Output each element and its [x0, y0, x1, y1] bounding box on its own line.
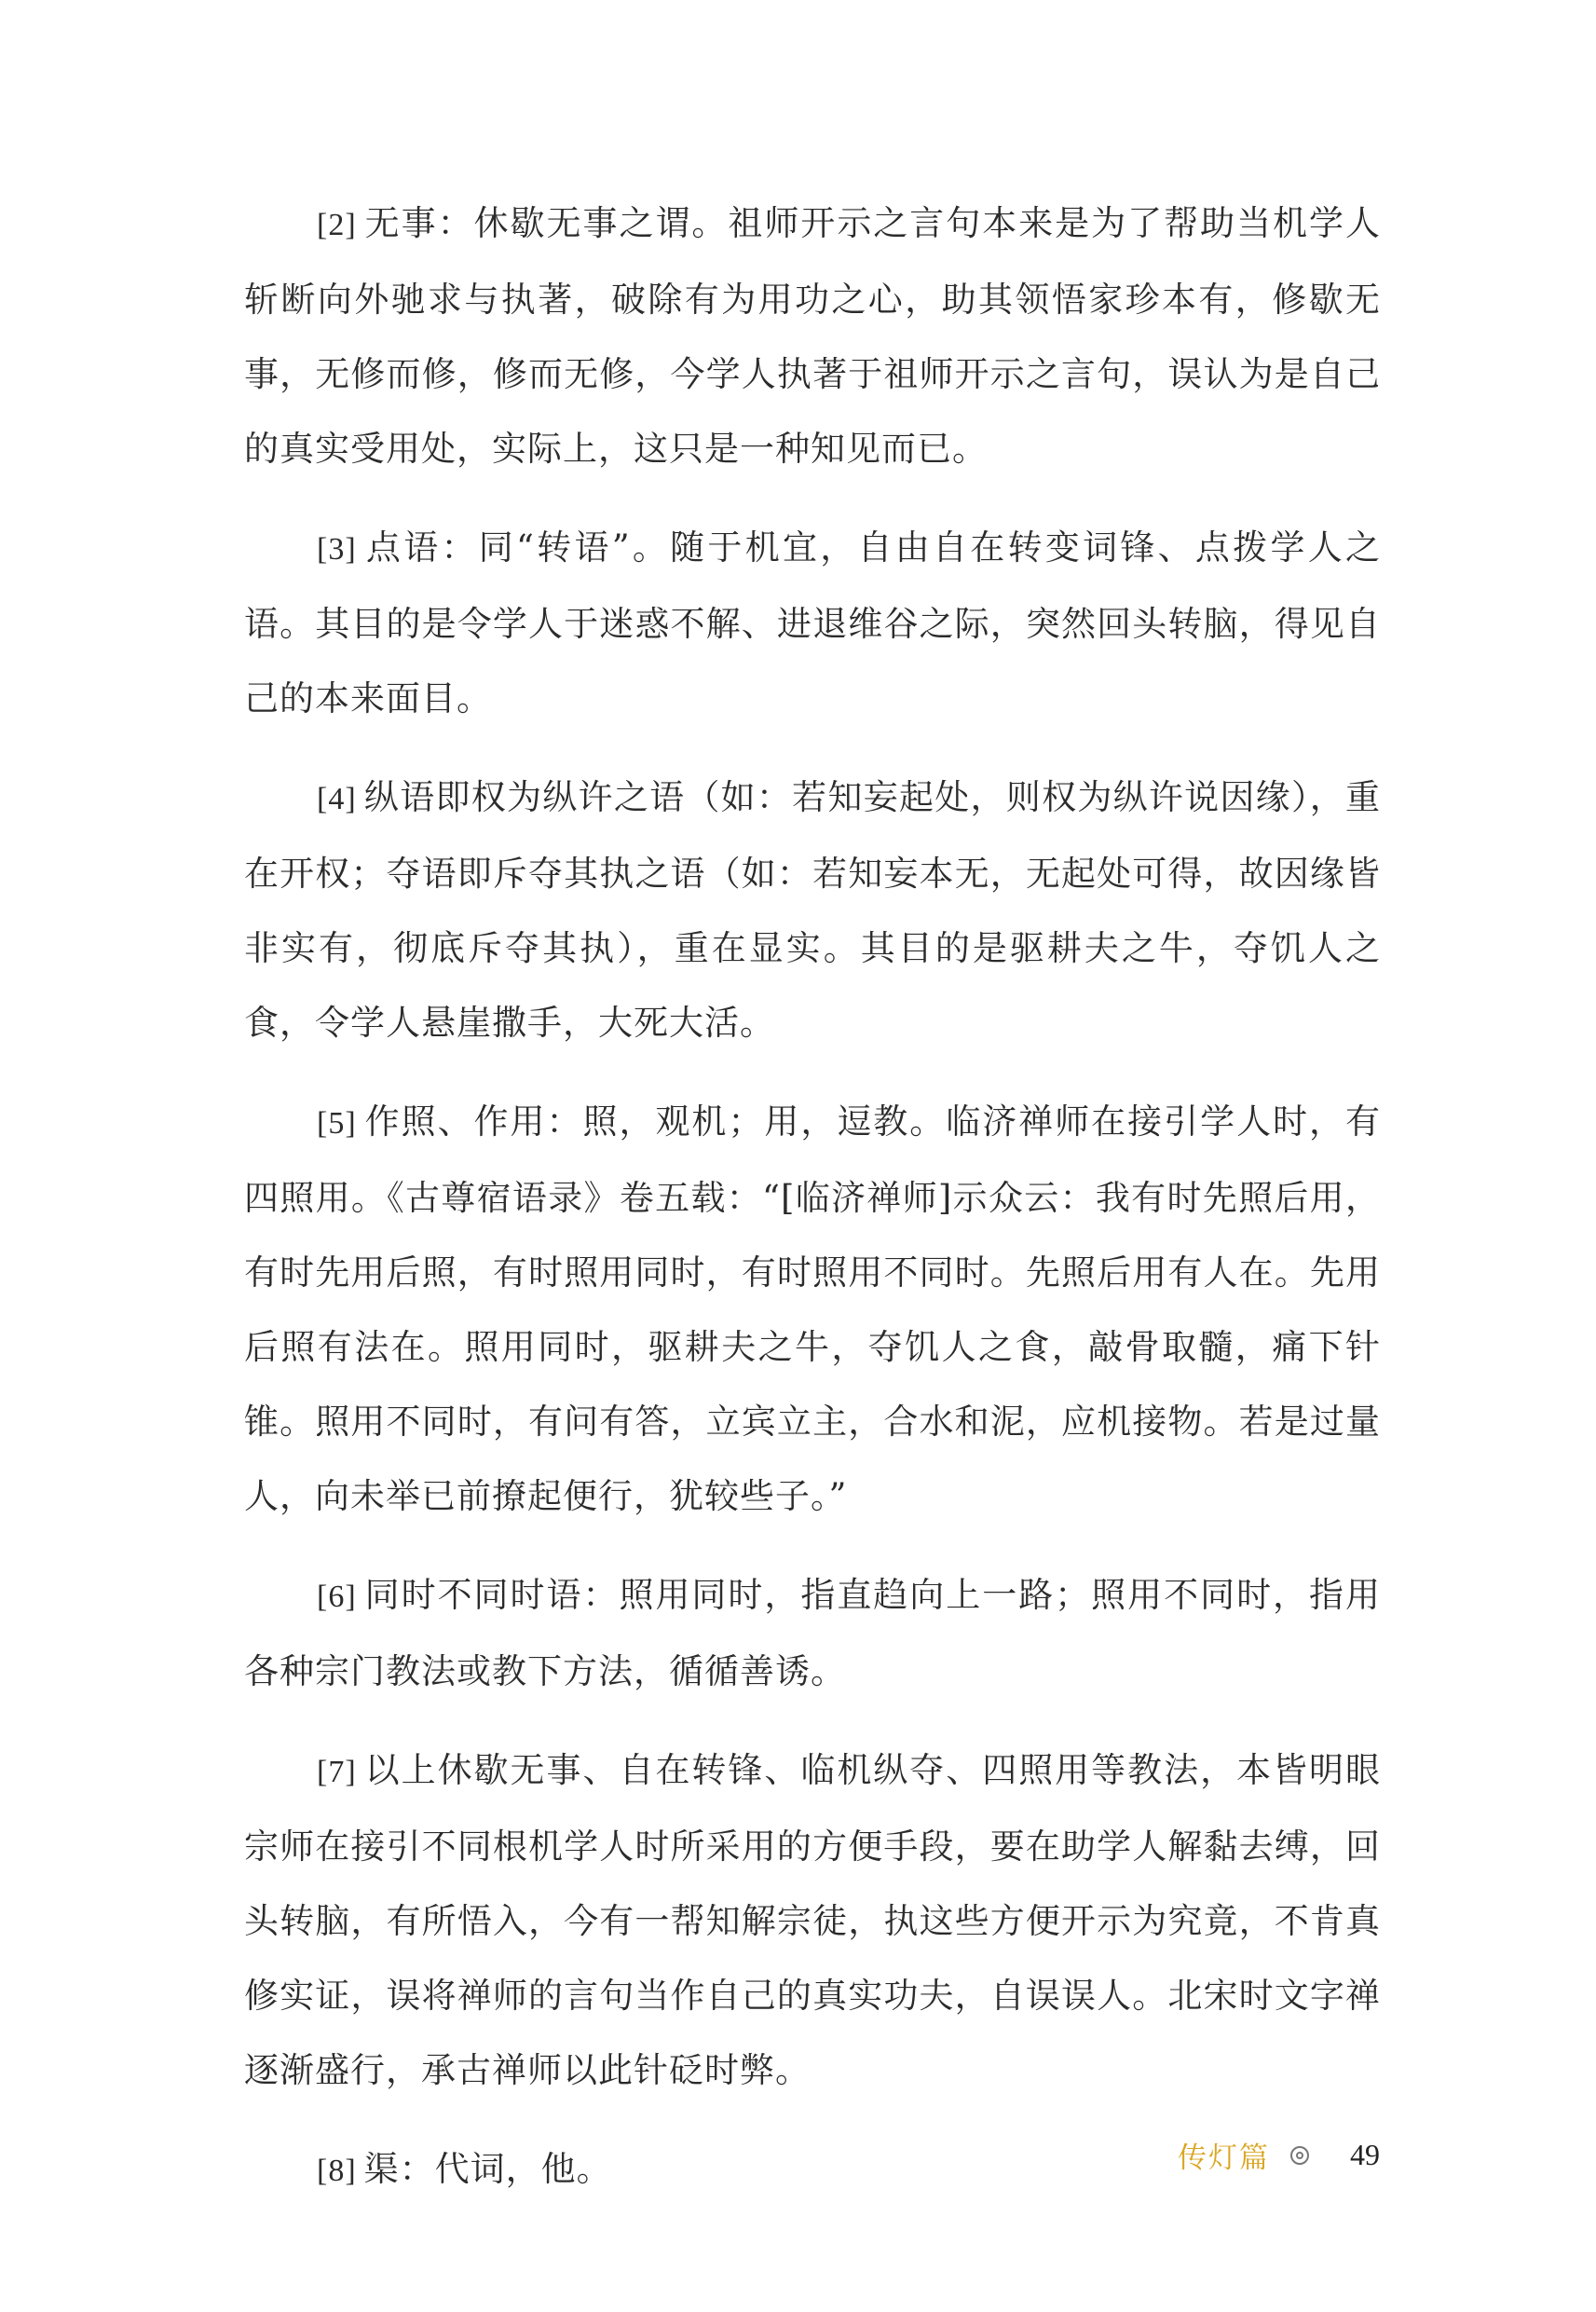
- note-number: [8]: [317, 2154, 357, 2188]
- note-number: [3]: [317, 532, 357, 567]
- page-number: 49: [1350, 2138, 1380, 2171]
- notes-section: [244, 186, 1381, 2233]
- note-text: 点语：同“转语”。随于机宜，自由自在转变词锋、点拨学人之语。其目的是令学人于迷惑不解、进退维谷之际，突然回头转脑，得见自己的本来面目。: [244, 527, 1381, 718]
- page-footer: [1178, 2134, 1380, 2176]
- note-3: [244, 511, 1381, 736]
- note-2: [244, 186, 1381, 486]
- note-4: [244, 760, 1381, 1060]
- note-number: [4]: [317, 782, 357, 816]
- note-number: [2]: [317, 208, 357, 242]
- note-number: [7]: [317, 1755, 357, 1789]
- note-6: [244, 1558, 1381, 1709]
- section-title: 传灯篇: [1178, 2141, 1270, 2175]
- note-7: [244, 1733, 1381, 2108]
- note-text: 渠：代词，他。: [363, 2149, 612, 2189]
- note-text: 纵语即权为纵许之语（如：若知妄起处，则权为纵许说因缘），重在开权；夺语即斥夺其执之语（如：若知妄本无，无起处可得，故因缘皆非实有，彻底斥夺其执），重在显实。其目的是驱耕夫之牛，夺饥人之食，令学人悬崖撒手，大死大活。: [244, 777, 1381, 1043]
- double-circle-icon: [1290, 2146, 1309, 2165]
- note-number: [6]: [317, 1580, 357, 1614]
- note-text: 无事：休歇无事之谓。祖师开示之言句本来是为了帮助当机学人斩断向外驰求与执著，破除有为用功之心，助其领悟家珍本有，修歇无事，无修而修，修而无修，今学人执著于祖师开示之言句，误认为是自己的真实受用处，实际上，这只是一种知见而已。: [244, 203, 1381, 469]
- note-text: 以上休歇无事、自在转锋、临机纵夺、四照用等教法，本皆明眼宗师在接引不同根机学人时所采用的方便手段，要在助学人解黏去缚，回头转脑，有所悟入，今有一帮知解宗徒，执这些方便开示为究竟，不肯真修实证，误将禅师的言句当作自己的真实功夫，自误误人。北宋时文字禅逐渐盛行，承古禅师以此针砭时弊。: [244, 1750, 1381, 2090]
- note-number: [5]: [317, 1106, 357, 1141]
- note-5: [244, 1085, 1381, 1534]
- note-text: 同时不同时语：照用同时，指直趋向上一路；照用不同时，指用各种宗门教法或教下方法，循循善诱。: [244, 1575, 1381, 1691]
- note-text: 作照、作用：照，观机；用，逗教。临济禅师在接引学人时，有四照用。《古尊宿语录》卷五载：“[临济禅师]示众云：我有时先照后用，有时先用后照，有时照用同时，有时照用不同时。先照后用有人在。先用后照有法在。照用同时，驱耕夫之牛，夺饥人之食，敲骨取髓，痛下针锥。照用不同时，有问有答，立宾立主，合水和泥，应机接物。若是过量人，向未举已前撩起便行，犹较些子。”: [244, 1101, 1381, 1516]
